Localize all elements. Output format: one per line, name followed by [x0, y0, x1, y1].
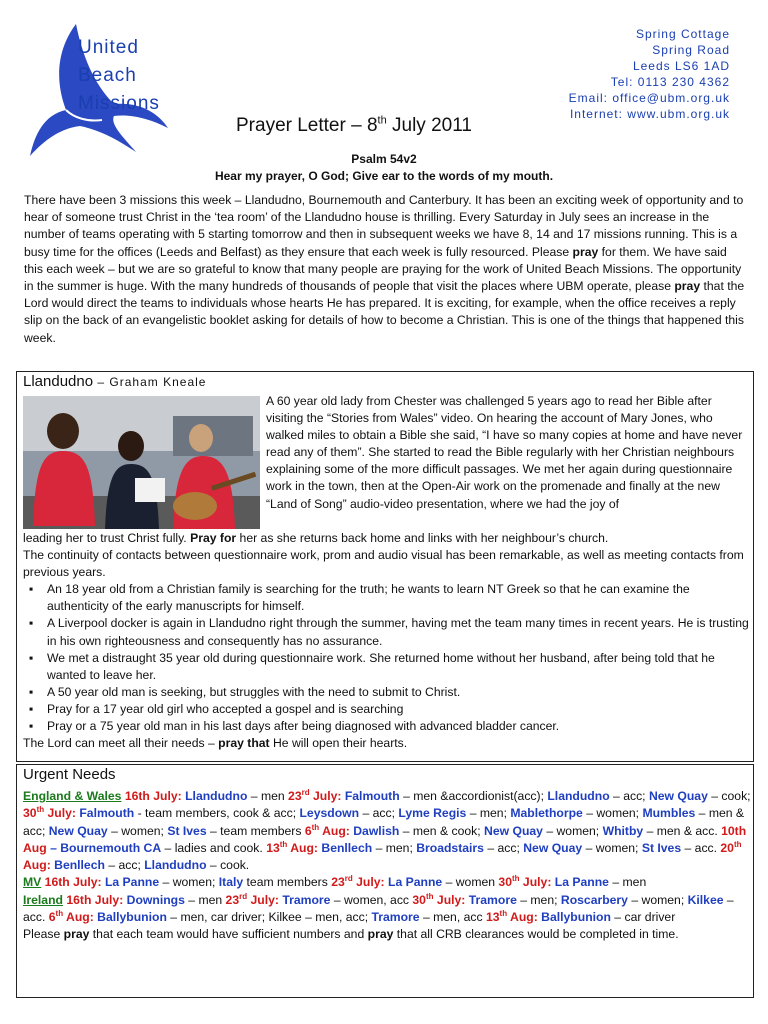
page-title: Prayer Letter – 8th July 2011: [236, 114, 472, 136]
address-line-1: Spring Cottage: [635, 27, 730, 41]
closing-line: The Lord can meet all their needs – pray that He will open their hearts.: [23, 736, 408, 751]
story-line: leading her to trust Christ fully. Pray for her as she returns back home and links with her neighbour’s church.: [23, 531, 609, 545]
list-item: ▪ Pray or a 75 year old man in his last days after being diagnosed with advanced bladder cancer.: [23, 718, 749, 735]
list-item: ▪ We met a distraught 35 year old during questionnaire work. She returned home without her husband, after being told that he wanted to leave her.: [23, 650, 749, 684]
telephone: Tel: 0113 230 4362: [610, 75, 730, 89]
list-item: ▪ A 50 year old man is seeking, but struggles with the need to submit to Christ.: [23, 684, 749, 701]
prayer-points-list: [23, 581, 749, 735]
psalm-reference: Psalm 54v2: [351, 152, 417, 166]
contact-block: [569, 26, 730, 122]
story-continuation: [23, 530, 749, 752]
logo-text-beach: Beach: [78, 65, 137, 86]
list-item: ▪ Pray for a 17 year old girl who accepted a gospel and is searching: [23, 701, 749, 718]
list-item: ▪ A Liverpool docker is again in Llandudno right through the summer, having met the team many times in recent years. He is trusting in his own righteousness and consequently has no assurance.: [23, 615, 749, 649]
llandudno-section: [16, 371, 754, 762]
list-item: ▪ An 18 year old from a Christian family is searching for the truth; he wants to learn NT Greek so that he can examine the authenticity of the early manuscripts for himself.: [23, 581, 749, 615]
address-line-2: Spring Road: [652, 43, 730, 57]
logo-text-missions: Missions: [78, 93, 160, 114]
address-line-3: Leeds LS6 1AD: [632, 59, 730, 73]
psalm-text: Hear my prayer, O God; Give ear to the words of my mouth.: [214, 169, 554, 183]
intro-paragraph: There have been 3 missions this week – Llandudno, Bournemouth and Canterbury. It has been an exciting week of opportunity and to hear of someone trust Christ in the ‘tea room’ of the Llandudno house is thrilling. Every Saturday in July sees an increase in the number of teams operating with 5 starting tomorrow and then in subsequent weeks we have 8, 14 and 17 missions running. This is a busy time for the offices (Leeds and Belfast) as they ensure that each week is fully resourced. Please pray for them. We have said this each week – but we are so grateful to know that many people are praying for the work of United Beach Missions. The opportunity in the summer is huge. With the many hundreds of thousands of people that visit the places where UBM operate, please pray that the Lord would direct the teams to individuals whose hearts He has prepared. It is exciting, for example, when the office receives a reply slip on the back of an evangelistic booklet asking for details of how to become a Christian. This is one of the things that happened this week.: [24, 193, 745, 345]
urgent-needs-text: England & Wales 16th July: Llandudno – men 23rd July: Falmouth – men &accordionist(acc); Llandudno – acc; New Quay – cook; 30th July: Falmouth - team members, cook & acc; Leysdown – acc; Lyme Regis – men; Mablethorpe – women; Mumbles – men & acc; New Quay – women; St Ives – team members 6th Aug: Dawlish – men & cook; New Quay – women; Whitby – men & acc. 10th Aug – Bournemouth CA – ladies and cook. 13th Aug: Benllech – men; Broadstairs – acc; New Quay – women; St Ives – acc. 20th Aug: Benllech – acc; Llandudno – cook. MV 16th July: La Panne – women; Italy team members 23rd July: La Panne – women 30th July: La Panne – men Ireland 16th July: Downings – men 23rd July: Tramore – women, acc 30th July: Tramore – men; Roscarbery – women; Kilkee – acc. 6th Aug: Ballybunion – men, car driver; Kilkee – men, acc; Tramore – men, acc 13th Aug: Ballybunion – car driver Please pray that each team would have sufficient numbers and pray that all CRB clearances would be completed in time.: [23, 787, 751, 942]
story-paragraph: A 60 year old lady from Chester was challenged 5 years ago to read her Bible after visiting the “Stories from Wales” video. On hearing the account of Mary Jones, who walked miles to obtain a Bible she said, “I have so many copies at home and have never read any of them”. She started to read the Bible regularly with her Christian neighbours explaining some of the more difficult passages. We met her again during questionnaire work in the town, then at the Open-Air work on the promenade and finally at the new “Land of Song” audio-video presentation, where we had the joy of: [266, 394, 743, 511]
website-link[interactable]: Internet: www.ubm.org.uk: [569, 107, 730, 121]
email-link[interactable]: Email: office@ubm.org.uk: [568, 91, 730, 105]
section-title-llandudno: Llandudno – Graham Kneale: [23, 373, 207, 390]
urgent-needs-section: [16, 764, 754, 998]
section-title-urgent-needs: Urgent Needs: [23, 766, 116, 783]
logo-text-united: United: [78, 37, 139, 58]
team-singing-photo: [23, 396, 260, 529]
continuity-paragraph: The continuity of contacts between questionnaire work, prom and audio visual has been remarkable, as well as meeting contacts from previous years.: [23, 548, 744, 580]
urgent-footer: Please pray that each team would have sufficient numbers and pray that all CRB clearances would be completed in time.: [23, 927, 679, 942]
